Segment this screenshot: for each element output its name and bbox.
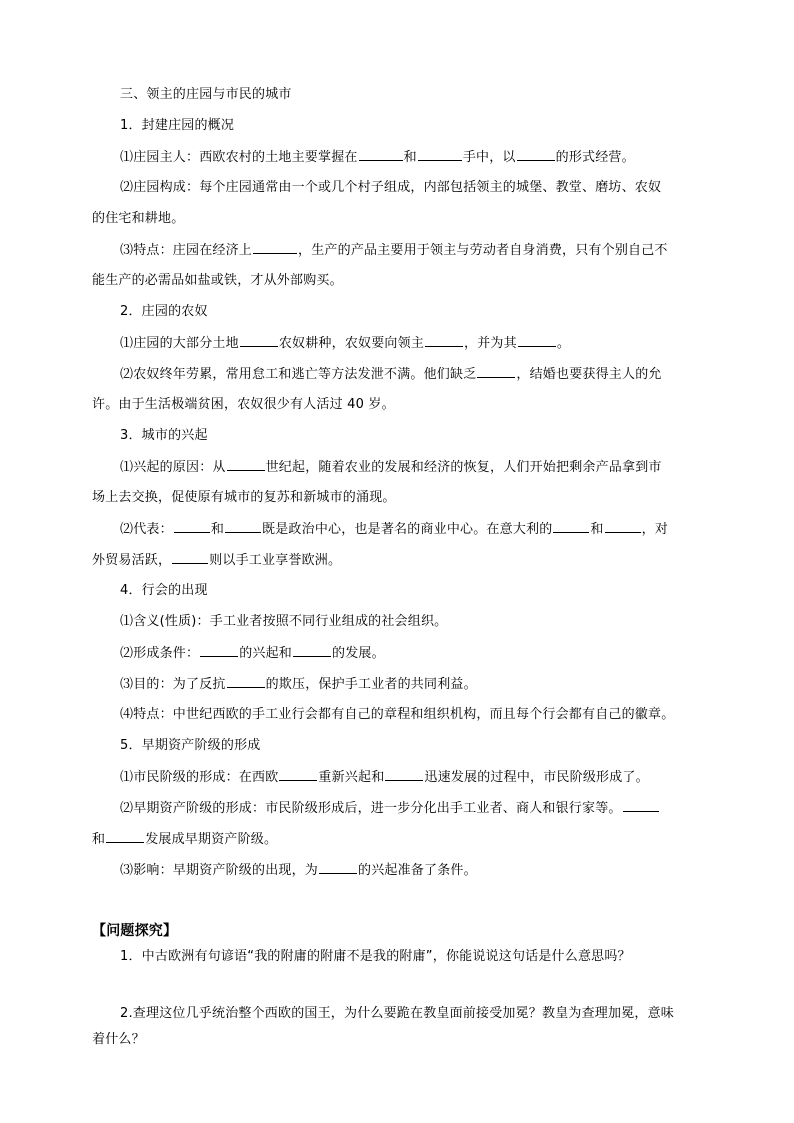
fill-blank[interactable]	[293, 644, 331, 657]
item-serf-life	[120, 365, 662, 384]
text: ⑵早期资产阶级的形成：市民阶级形成后，进一步分化出手工业者、商人和银行家等。	[120, 801, 622, 816]
heading-cities: 3．城市的兴起	[120, 428, 208, 443]
text: ，并为其	[464, 336, 517, 351]
text: 重新兴起和	[318, 770, 385, 785]
text: 和	[210, 522, 225, 537]
item-guild-conditions	[120, 644, 385, 663]
text: ⑴庄园主人：西欧农村的土地主要掌握在	[120, 150, 358, 165]
item-manor-features	[120, 241, 668, 260]
text: 农奴耕种，农奴要向领主	[278, 336, 425, 351]
item-bourgeoisie-impact	[120, 861, 477, 880]
heading-serfs: 2．庄园的农奴	[120, 304, 208, 319]
item-early-bourgeoisie-cont	[92, 830, 277, 849]
item-city-examples	[120, 520, 668, 539]
item-city-causes-cont: 场上去交换，促使原有城市的复苏和新城市的涌现。	[92, 490, 396, 505]
fill-blank[interactable]	[240, 334, 278, 347]
fill-blank[interactable]	[385, 768, 423, 781]
heading-manor-overview: 1．封建庄园的概况	[120, 118, 235, 133]
text: 手中，以	[462, 150, 516, 165]
text: ⑵农奴终年劳累，常用怠工和逃亡等方法发泄不满。他们缺乏	[120, 367, 477, 382]
fill-blank[interactable]	[605, 520, 641, 533]
fill-blank[interactable]	[517, 148, 555, 161]
fill-blank[interactable]	[477, 365, 515, 378]
text: ⑶目的：为了反抗	[120, 677, 226, 692]
heading-bourgeoisie: 5．早期资产阶级的形成	[120, 738, 261, 753]
section-title: 三、领主的庄园与市民的城市	[120, 87, 292, 102]
text: ，生产的产品主要用于领主与劳动者自身消费，只有个别自己不	[298, 243, 668, 258]
fill-blank[interactable]	[200, 644, 238, 657]
text: 发展成早期资产阶级。	[145, 832, 278, 847]
fill-blank[interactable]	[174, 520, 210, 533]
item-manor-composition: ⑵庄园构成：每个庄园通常由一个或几个村子组成，内部包括领主的城堡、教堂、磨坊、农奴	[120, 180, 662, 195]
text: 的发展。	[332, 646, 385, 661]
inquiry-title: 【问题探究】	[92, 923, 178, 939]
text: ⑴兴起的原因：从	[120, 460, 226, 475]
text: 和	[403, 150, 417, 165]
fill-blank[interactable]	[553, 520, 589, 533]
item-early-bourgeoisie	[120, 799, 660, 818]
text: ⑴市民阶级的形成：在西欧	[120, 770, 279, 785]
fill-blank[interactable]	[418, 148, 462, 161]
fill-blank[interactable]	[172, 551, 208, 564]
text: ，结婚也要获得主人的允	[516, 367, 662, 382]
text: ⑶特点：庄园在经济上	[120, 243, 253, 258]
text: ⑵形成条件：	[120, 646, 200, 661]
text: ⑴庄园的大部分土地	[120, 336, 239, 351]
text: 则以手工业享誉欧洲。	[209, 553, 342, 568]
fill-blank[interactable]	[518, 334, 556, 347]
text: ，对	[641, 522, 669, 537]
fill-blank[interactable]	[425, 334, 463, 347]
text: ⑵代表：	[120, 522, 173, 537]
item-manor-features-cont: 能生产的必需品如盐或铁，才从外部购买。	[92, 273, 343, 288]
text: 的兴起准备了条件。	[358, 863, 477, 878]
fill-blank[interactable]	[253, 241, 297, 254]
item-guild-features: ⑷特点：中世纪西欧的手工业行会都有自己的章程和组织机构，而且每个行会都有自己的徽章。	[120, 707, 675, 722]
text: 和	[590, 522, 604, 537]
item-guild-purpose	[120, 675, 477, 694]
text: 既是政治中心，也是著名的商业中心。在意大利的	[262, 522, 553, 537]
question-2: 2.查理这位几乎统治整个西欧的国王，为什么要跪在教皇面前接受加冕？教皇为查理加冕，意味	[120, 1006, 675, 1021]
fill-blank[interactable]	[225, 520, 261, 533]
fill-blank[interactable]	[359, 148, 403, 161]
heading-guilds: 4．行会的出现	[120, 583, 208, 598]
fill-blank[interactable]	[279, 768, 317, 781]
fill-blank[interactable]	[106, 830, 144, 843]
fill-blank[interactable]	[227, 675, 265, 688]
text: 的兴起和	[239, 646, 293, 661]
text: 和	[92, 832, 106, 847]
fill-blank[interactable]	[623, 799, 659, 812]
item-serf-life-cont: 许。由于生活极端贫困，农奴很少有人活过 40 岁。	[92, 397, 395, 412]
item-guild-meaning: ⑴含义(性质)：手工业者按照不同行业组成的社会组织。	[120, 614, 448, 629]
item-manor-composition-cont: 的住宅和耕地。	[92, 211, 185, 226]
question-2-cont: 着什么？	[92, 1032, 145, 1047]
text: 的形式经营。	[555, 150, 635, 165]
text: ⑶影响：早期资产阶级的出现，为	[120, 863, 319, 878]
text: 。	[556, 336, 571, 351]
text: 世纪起，随着农业的发展和经济的恢复，人们开始把剩余产品拿到市	[265, 460, 662, 475]
text: 的欺压，保护手工业者的共同利益。	[265, 677, 477, 692]
item-city-examples-cont	[92, 551, 341, 570]
text: 迅速发展的过程中，市民阶级形成了。	[424, 770, 649, 785]
item-city-causes	[120, 458, 662, 477]
question-1: 1．中古欧洲有句谚语“我的附庸的附庸不是我的附庸”，你能说说这句话是什么意思吗？	[120, 949, 631, 964]
item-serf-land	[120, 334, 570, 353]
fill-blank[interactable]	[227, 458, 265, 471]
item-citizen-class	[120, 768, 649, 787]
fill-blank[interactable]	[319, 861, 357, 874]
item-manor-owner	[120, 148, 635, 167]
text: 外贸易活跃，	[92, 553, 172, 568]
